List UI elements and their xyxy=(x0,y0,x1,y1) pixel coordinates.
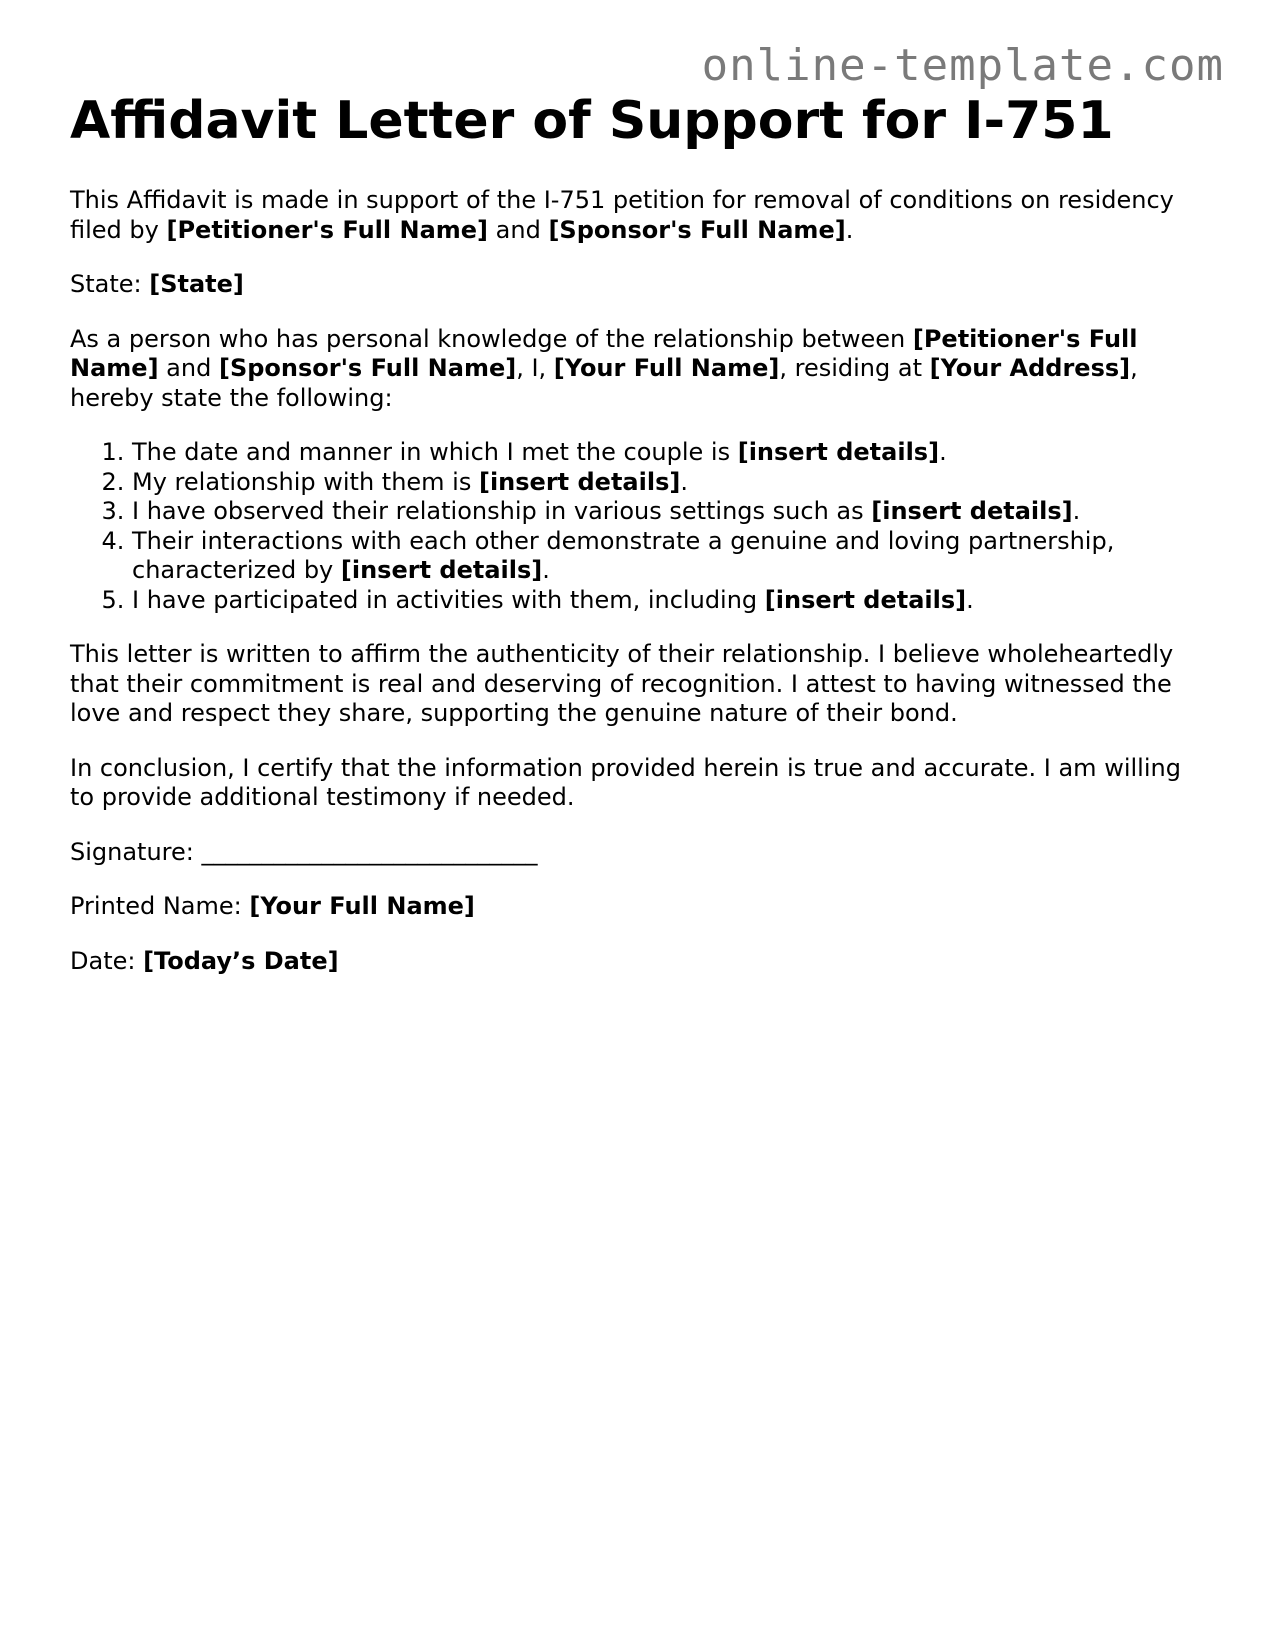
intro-text: This Affidavit is made in support of the I-751 petition for removal of conditions on residency filed by xyxy=(70,186,1174,244)
printed-name-placeholder: [Your Full Name] xyxy=(249,892,475,920)
signature-line xyxy=(70,838,1200,868)
petitioner-name-placeholder: [Petitioner's Full Name] xyxy=(70,324,1138,382)
petitioner-name-placeholder: [Petitioner's Full Name] xyxy=(166,215,489,244)
watermark: online-template.com xyxy=(701,40,1224,91)
document-page xyxy=(70,86,1200,1001)
details-placeholder: [insert details] xyxy=(737,438,940,466)
list-item-text: Their interactions with each other demonstrate a genuine and loving partnership, characterized by xyxy=(132,526,1115,584)
page-title: Affidavit Letter of Support for I-751 xyxy=(70,91,1114,151)
knowledge-text: , residing at xyxy=(779,354,930,382)
knowledge-paragraph xyxy=(70,325,1200,414)
affirm-paragraph: This letter is written to affirm the authenticity of their relationship. I believe wholeheartedly that their commitment is real and deserving of recognition. I attest to having witnessed the love and respect they share, supporting the genuine nature of their bond. xyxy=(70,640,1174,727)
date-label: Date: xyxy=(70,946,144,975)
knowledge-text: and xyxy=(158,354,219,382)
details-placeholder: [insert details] xyxy=(478,467,681,496)
list-item-text: I have observed their relationship in various settings such as xyxy=(132,497,872,525)
state-line xyxy=(70,270,1200,300)
printed-name-line xyxy=(70,892,1200,922)
printed-name-label: Printed Name: xyxy=(70,892,250,920)
list-item-end: . xyxy=(939,438,947,466)
state-label: State: xyxy=(70,270,150,298)
list-item-end: . xyxy=(542,556,550,584)
list-item xyxy=(132,527,1200,586)
knowledge-text: As a person who has personal knowledge of the relationship between xyxy=(70,324,913,353)
your-name-placeholder: [Your Full Name] xyxy=(553,354,780,382)
list-item-end: . xyxy=(1072,497,1081,525)
conclusion-paragraph: In conclusion, I certify that the information provided herein is true and accurate. I am willing to provide additional testimony if needed. xyxy=(70,753,1181,811)
intro-text: and xyxy=(488,215,549,244)
knowledge-text: , I, xyxy=(516,354,554,382)
address-placeholder: [Your Address] xyxy=(929,354,1131,382)
date-line xyxy=(70,947,1200,977)
details-placeholder: [insert details] xyxy=(340,556,543,584)
intro-paragraph xyxy=(70,186,1200,245)
sponsor-name-placeholder: [Sponsor's Full Name] xyxy=(218,354,517,382)
intro-text: . xyxy=(845,215,854,244)
state-placeholder: [State] xyxy=(149,270,244,298)
statement-list xyxy=(70,438,1200,615)
signature-label: Signature: xyxy=(70,837,202,866)
list-item xyxy=(132,497,1200,527)
details-placeholder: [insert details] xyxy=(764,585,967,614)
knowledge-text: , hereby state the following: xyxy=(70,354,1138,412)
list-item-text: The date and manner in which I met the couple is xyxy=(132,438,738,466)
list-item-text: I have participated in activities with them, including xyxy=(132,585,765,614)
date-placeholder: [Today’s Date] xyxy=(143,946,339,975)
list-item xyxy=(132,438,1200,468)
list-item-end: . xyxy=(966,585,974,614)
list-item-text: My relationship with them is xyxy=(132,467,479,496)
list-item-end: . xyxy=(680,467,688,496)
list-item xyxy=(132,586,1200,616)
sponsor-name-placeholder: [Sponsor's Full Name] xyxy=(548,215,846,244)
signature-blank: ____________________________ xyxy=(201,837,538,866)
details-placeholder: [insert details] xyxy=(871,497,1073,525)
list-item xyxy=(132,468,1200,498)
